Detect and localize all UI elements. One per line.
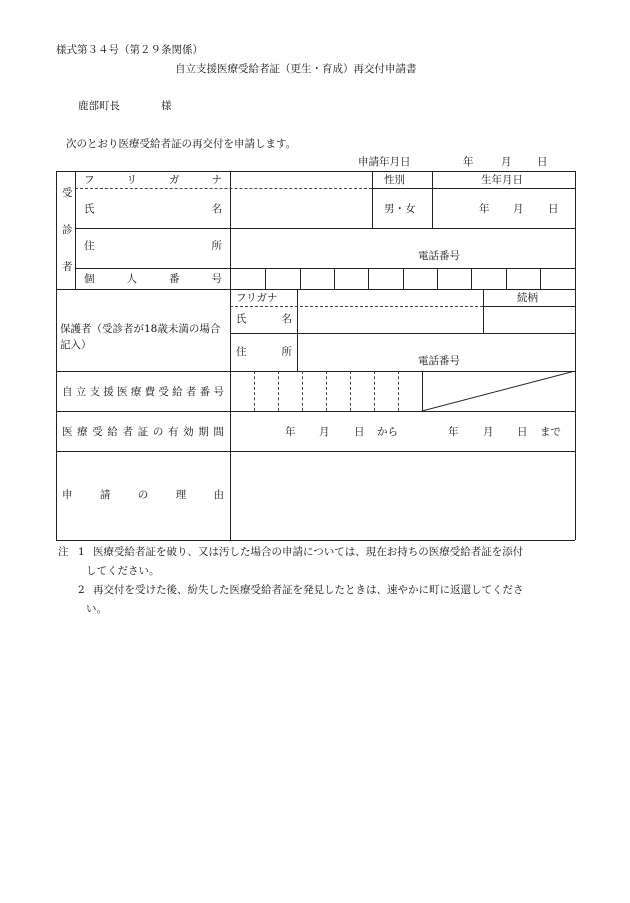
- birth-month: 月: [513, 203, 524, 215]
- birthdate-label: 生年月日: [481, 174, 523, 186]
- patient-group-char: 受: [62, 187, 73, 199]
- valid-from-month: 月: [319, 426, 330, 438]
- birth-year: 年: [479, 203, 490, 215]
- guardian-furigana-label: フリガナ: [236, 292, 278, 304]
- patient-phone-label: 電話番号: [418, 250, 460, 262]
- note-1-number: 1: [78, 546, 85, 558]
- patient-furigana-label: フ リ ガ ナ: [84, 174, 222, 186]
- date-day: 日: [537, 156, 548, 168]
- date-year: 年: [463, 156, 474, 168]
- note-1-text-cont: してください。: [86, 565, 160, 577]
- relationship-label: 続柄: [517, 292, 538, 304]
- valid-to-year: 年: [448, 426, 459, 438]
- guardian-address-label: 住 所: [236, 346, 292, 358]
- guardian-label: 保護者（受診者が18歳未満の場合記入）: [60, 323, 221, 351]
- patient-group-char: 者: [62, 261, 73, 273]
- patient-name-label: 氏 名: [84, 203, 222, 215]
- honorific: 様: [161, 100, 172, 112]
- patient-address-label: 住 所: [84, 240, 222, 252]
- my-number-label: 個 人 番 号: [84, 273, 222, 285]
- until-label: まで: [540, 426, 561, 438]
- notes-mark: 注: [58, 546, 69, 558]
- from-label: から: [377, 426, 398, 438]
- gender-label: 性別: [384, 174, 405, 186]
- valid-to-month: 月: [483, 426, 494, 438]
- note-2-text-cont: い。: [86, 603, 107, 615]
- guardian-name-label: 氏 名: [236, 313, 292, 325]
- application-date-label: 申請年月日: [358, 156, 411, 168]
- form-title: 自立支援医療受給者証（更生・育成）再交付申請書: [175, 63, 417, 75]
- date-month: 月: [501, 156, 512, 168]
- diagonal-strike: [422, 371, 575, 411]
- valid-from-year: 年: [285, 426, 296, 438]
- form-number: 様式第３４号（第２９条関係）: [56, 44, 203, 56]
- valid-to-day: 日: [517, 426, 528, 438]
- intro-text: 次のとおり医療受給者証の再交付を申請します。: [66, 138, 297, 150]
- addressee: 鹿部町長: [78, 100, 120, 112]
- gender-value: 男・女: [384, 203, 416, 215]
- note-1-text: 医療受給者証を破り、又は汚した場合の申請については、現在お持ちの医療受給者証を添付: [93, 546, 524, 558]
- patient-group-char: 診: [62, 224, 73, 236]
- guardian-phone-label: 電話番号: [418, 355, 460, 367]
- note-2-number: 2: [78, 584, 85, 596]
- valid-from-day: 日: [354, 426, 365, 438]
- recipient-number-label: 自 立 支 援 医 療 費 受 給 者 番 号: [62, 386, 224, 398]
- note-2-text: 再交付を受けた後、紛失した医療受給者証を発見したときは、速やかに町に返還してくださ: [93, 584, 524, 596]
- validity-period-label: 医 療 受 給 者 証 の 有 効 期 間: [62, 426, 224, 438]
- birth-day: 日: [548, 203, 559, 215]
- reason-label: 申 請 の 理 由: [62, 489, 224, 501]
